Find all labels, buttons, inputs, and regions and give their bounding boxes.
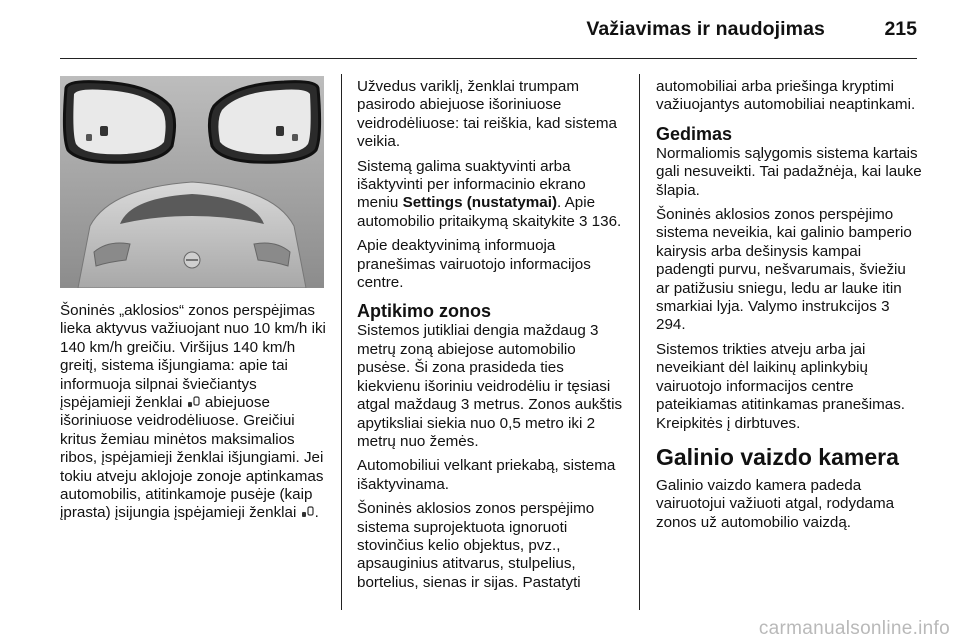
heading-detection-zones: Aptikimo zonos [357,301,491,322]
column-divider-2 [639,74,640,610]
column-right [656,78,922,538]
paragraph-ignored-objects: Šoninės aklosios zonos perspėjimo sistema suprojektuota ignoruoti stovinčius kelio objektus, pvz., apsauginius atitvarus, stulpelius, bortelius, sienas ir sijas. Pastatyti [357,500,595,591]
paragraph-bumper-dirty [656,206,922,335]
header-divider [60,58,917,59]
text-span: . [314,504,319,522]
paragraph-startup: Užvedus variklį, ženklai trumpam pasirodo abiejuose išoriniuose veidrodėliuose: tai reiškia, kad sistema veikia. [357,78,617,151]
paragraph-deactivation: Apie deaktyvinimą informuoja pranešimas vairuotojo informacijos centre. [357,237,591,292]
paragraph-normal-conditions: Normaliomis sąlygomis sistema kartais gali nesuveikti. Tai padažnėja, kai lauke šlapia. [656,144,922,199]
paragraph-not-detected: automobiliai arba priešinga kryptimi važiuojantys automobiliai neaptinkami. [656,78,916,114]
blind-spot-warning-icon [187,395,201,407]
paragraph-trailer: Automobiliui velkant priekabą, sistema išaktyvinama. [357,457,616,493]
page-reference: 3 136. [579,212,622,230]
paragraph-camera-description: Galinio vaizdo kamera padeda vairuotojui važiuoti atgal, rodydama zonos už automobilio vaizdą. [656,476,895,531]
watermark-text: carmanualsonline.info [758,618,950,639]
section-title: Važiavimas ir naudojimas [586,18,825,40]
page-reference: 3 294. [656,298,890,334]
text-span: abiejuose išoriniuose veidrodėliuose. Greičiui kritus žemiau minėtos maksimalios ribos, įspėjamieji ženklai išjungiami. Jei tokiu atveju aklojoje zonoje aptinkamas automobilis, atitinkamoje pusėje (kaip įprasta) įsijungia įspėjamieji ženklai [60,394,324,522]
page-number: 215 [884,18,917,40]
settings-menu-label: Settings (nustatymai) [402,194,558,212]
paragraph-speed-range [60,302,330,523]
text-span: Sistemą galima suaktyvinti arba išaktyvinti per informacinio ekrano meniu [357,157,586,212]
column-middle [357,78,629,598]
heading-faults: Gedimas [656,123,733,144]
car-rear-mirrors-illustration [60,76,324,288]
paragraph-fault-message: Sistemos trikties atveju arba jai neveikiant dėl laikinų aplinkybių vairuotojo informacijos centre pateikiamas atitinkamas pranešimas. Kreipkitės į dirbtuves. [656,340,906,432]
text-span: . Apie automobilio pritaikymą skaitykite [357,194,596,230]
text-span: Šoninės aklosios zonos perspėjimo sistema neveikia, kai galinio bamperio kairysis arba dešinysis kampai padengti purvu, nešvarumais, šviežiu ar patižusiu sniegu, ledu ar lauke itin smarkiai lyja. Valymo instrukcijos [656,206,912,316]
column-left [60,302,330,529]
column-divider-1 [341,74,342,610]
blind-spot-warning-icon [301,505,315,517]
paragraph-settings [357,158,629,232]
text-span: Šoninės „aklosios“ zonos perspėjimas lieka aktyvus važiuojant nuo 10 km/h iki 140 km/h greičiu. Viršijus 140 km/h greitį, sistema išjungiama: apie tai informuoja silpnai šviečiantys įspėjamieji ženklai [60,302,326,412]
heading-rear-view-camera: Galinio vaizdo kamera [656,443,899,470]
paragraph-detection-zones: Sistemos jutikliai dengia maždaug 3 metrų zoną abiejose automobilio pusėse. Ši zona prasideda ties kiekvienu išoriniu veidrodėliu ir tęsiasi atgal maždaug 3 metrus. Zonos aukštis apytiksliai siekia nuo 0,5 metro iki 2 metrų nuo žemės. [357,322,623,450]
